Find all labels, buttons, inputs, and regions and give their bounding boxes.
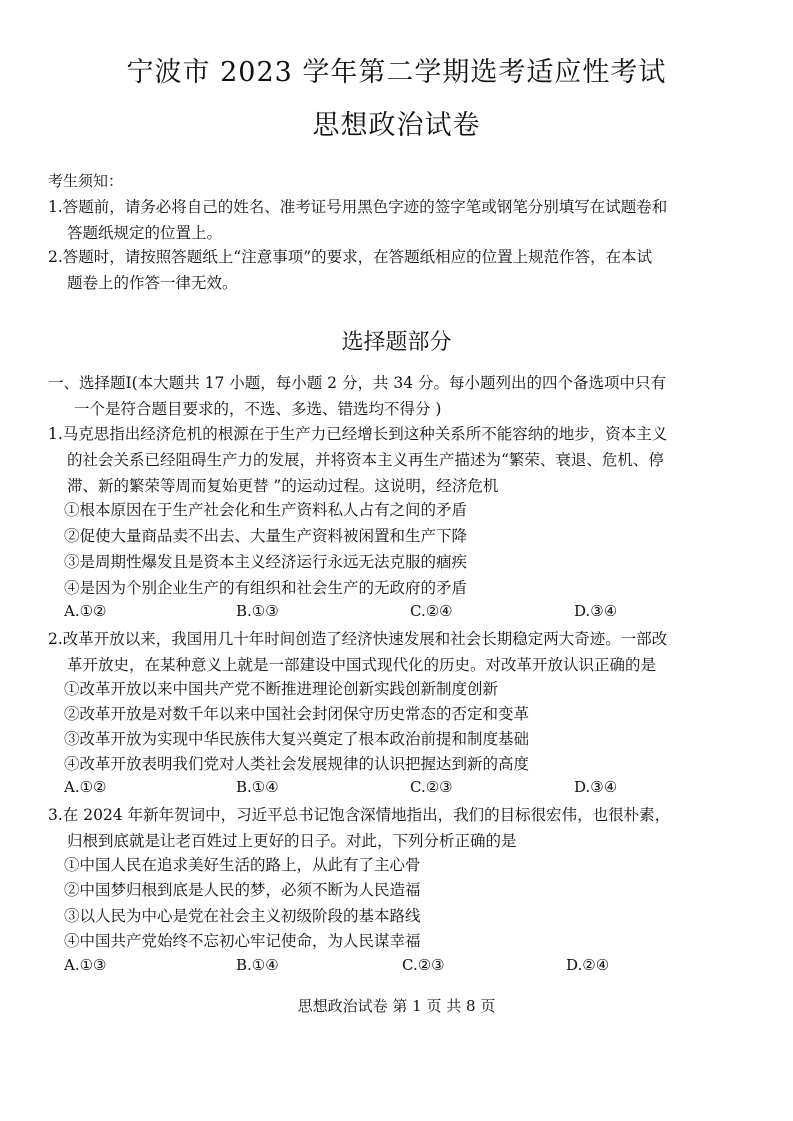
question-3-stem-line1: 3.在 2024 年新年贺词中，习近平总书记饱含深情地指出，我们的目标很宏伟，也很朴素， (48, 806, 671, 824)
question-1-choice-a[interactable]: A.①② (64, 602, 107, 620)
question-1-option-3: ③是周期性爆发且是资本主义经济运行永远无法克服的痼疾 (64, 553, 468, 571)
exam-title: 宁波市 2023 学年第二学期选考适应性考试 (126, 57, 667, 88)
notice-item-1-line2: 答题纸规定的位置上。 (67, 224, 223, 242)
section-intro (48, 370, 748, 422)
notice-item-2-line2: 题卷上的作答一律无效。 (67, 274, 238, 292)
page-footer: 思想政治试卷 第 1 页 共 8 页 (297, 997, 496, 1015)
question-2-choice-b[interactable]: B.①④ (236, 778, 279, 796)
notice-item-2 (48, 244, 748, 296)
section-title: 选择题部分 (341, 330, 452, 355)
question-3-choice-b[interactable]: B.①④ (236, 956, 279, 974)
question-3-option-4: ④中国共产党始终不忘初心牢记使命，为人民谋幸福 (64, 932, 421, 950)
question-1-choice-b[interactable]: B.①③ (236, 602, 279, 620)
question-1-stem (48, 421, 748, 499)
question-2-choices (64, 778, 744, 802)
question-1-choice-c[interactable]: C.②④ (410, 602, 453, 620)
notice-item-2-line1: 2.答题时，请按照答题纸上“注意事项”的要求，在答题纸相应的位置上规范作答，在本试 (48, 248, 653, 266)
question-3-stem-line2: 归根到底就是让老百姓过上更好的日子。对此，下列分析正确的是 (67, 832, 517, 850)
question-2-choice-d[interactable]: D.③④ (574, 778, 618, 796)
question-2-choice-a[interactable]: A.①② (64, 778, 107, 796)
question-2-option-2: ②改革开放是对数千年以来中国社会封闭保守历史常态的否定和变革 (64, 705, 530, 723)
question-2-stem-line1: 2.改革开放以来，我国用几十年时间创造了经济快速发展和社会长期稳定两大奇迹。一部改 (48, 630, 668, 648)
question-3-option-1: ①中国人民在追求美好生活的路上，从此有了主心骨 (64, 856, 421, 874)
notice-item-1 (48, 194, 748, 246)
question-3-choice-d[interactable]: D.②④ (566, 956, 610, 974)
question-1-option-1: ①根本原因在于生产社会化和生产资料私人占有之间的矛盾 (64, 501, 468, 519)
question-3-option-3: ③以人民为中心是党在社会主义初级阶段的基本路线 (64, 907, 421, 925)
notice-item-1-line1: 1.答题前，请务必将自己的姓名、准考证号用黑色字迹的签字笔或钢笔分别填写在试题卷和 (48, 198, 668, 216)
question-1-choice-d[interactable]: D.③④ (574, 602, 618, 620)
notice-heading: 考生须知： (48, 172, 124, 190)
question-3-choice-a[interactable]: A.①③ (64, 956, 107, 974)
section-intro-line2: 一个是符合题目要求的，不选、多选、错选均不得分 ) (74, 400, 442, 418)
question-1-option-4: ④是因为个别企业生产的有组织和社会生产的无政府的矛盾 (64, 579, 468, 597)
question-1-stem-line1: 1.马克思指出经济危机的根源在于生产力已经增长到这种关系所不能容纳的地步，资本主义 (48, 425, 668, 443)
question-2-option-1: ①改革开放以来中国共产党不断推进理论创新实践创新制度创新 (64, 680, 499, 698)
question-1-stem-line3: 滞、新的繁荣等周而复始更替 ”的运动过程。这说明，经济危机 (67, 477, 499, 495)
question-2-choice-c[interactable]: C.②③ (410, 778, 453, 796)
question-2-stem (48, 626, 748, 678)
question-3-choices (64, 956, 744, 980)
question-1-choices (64, 602, 744, 626)
exam-subtitle: 思想政治试卷 (312, 110, 481, 141)
question-3-choice-c[interactable]: C.②③ (402, 956, 445, 974)
question-1-option-2: ②促使大量商品卖不出去、大量生产资料被闲置和生产下降 (64, 527, 468, 545)
question-3-option-2: ②中国梦归根到底是人民的梦，必须不断为人民造福 (64, 881, 421, 899)
question-3-stem (48, 802, 748, 854)
question-2-option-3: ③改革开放为实现中华民族伟大复兴奠定了根本政治前提和制度基础 (64, 730, 530, 748)
question-2-option-4: ④改革开放表明我们党对人类社会发展规律的认识把握达到新的高度 (64, 755, 530, 773)
section-intro-line1: 一、选择题Ⅰ(本大题共 17 小题，每小题 2 分，共 34 分。每小题列出的四个备选项中只有 (48, 374, 667, 392)
question-2-stem-line2: 革开放史，在某种意义上就是一部建设中国式现代化的历史。对改革开放认识正确的是 (67, 656, 657, 674)
question-1-stem-line2: 的社会关系已经阻碍生产力的发展，并将资本主义再生产描述为“繁荣、衰退、危机、停 (67, 451, 664, 469)
